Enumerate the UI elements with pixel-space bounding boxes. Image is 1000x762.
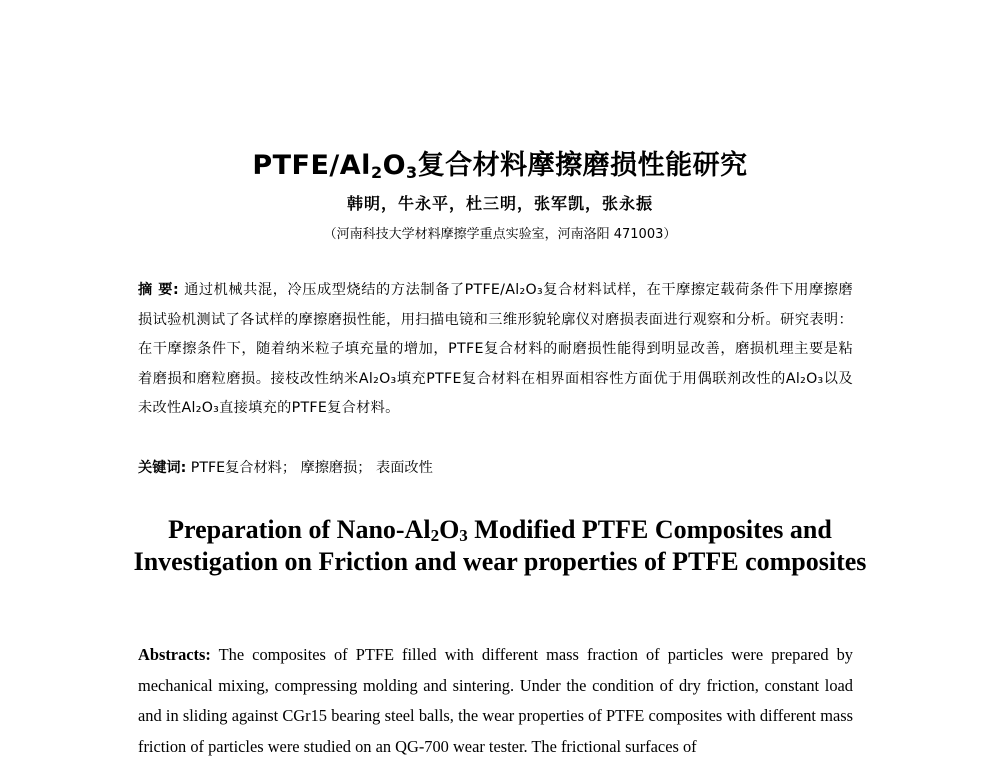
english-title: [100, 514, 900, 578]
english-abstract: [138, 640, 853, 762]
en-title-pre: Preparation of Nano-Al: [168, 515, 431, 544]
cn-title-sub-3: 3: [406, 163, 418, 182]
cn-keywords-text: PTFE复合材料； 摩擦磨损； 表面改性: [186, 460, 433, 476]
chinese-keywords: [138, 456, 853, 480]
cn-title-prefix: PTFE/Al: [252, 150, 371, 181]
en-title-sub-2: 2: [430, 526, 440, 545]
cn-keywords-label: 关键词:: [138, 460, 187, 476]
chinese-abstract: [138, 276, 853, 424]
en-title-post: Modified PTFE Composites and Investigation on Friction and wear properties of PTFE composites: [133, 515, 867, 576]
cn-title-rest: 复合材料摩擦磨损性能研究: [417, 150, 748, 181]
cn-abstract-label: 摘 要:: [138, 282, 180, 298]
cn-title-mid: O: [382, 150, 407, 181]
cn-abstract-text: 通过机械共混，冷压成型烧结的方法制备了PTFE/Al₂O₃复合材料试样，在干摩擦定载荷条件下用摩擦磨损试验机测试了各试样的摩擦磨损性能，用扫描电镜和三维形貌轮廓仪对磨损表面进行观察和分析。研究表明：在干摩擦条件下，随着纳米粒子填充量的增加，PTFE复合材料的耐磨损性能得到明显改善，磨损机理主要是粘着磨损和磨粒磨损。接枝改性纳米Al₂O₃填充PTFE复合材料在相界面相容性方面优于用偶联剂改性的Al₂O₃以及未改性Al₂O₃直接填充的PTFE复合材料。: [138, 282, 853, 416]
en-abstract-label: Abstracts:: [138, 645, 211, 664]
chinese-title: [0, 143, 1000, 182]
cn-title-sub-2: 2: [370, 163, 383, 182]
en-title-mid: O: [439, 515, 460, 544]
en-abstract-text: The composites of PTFE filled with different mass fraction of particles were prepared by mechanical mixing, compressing molding and sintering. Under the condition of dry friction, constant load and in sliding against CGr15 bearing steel balls, the wear properties of PTFE composites with different mass friction of particles were studied on an QG-700 wear tester. The frictional surfaces of: [138, 645, 853, 756]
en-title-sub-3: 3: [459, 526, 468, 545]
chinese-affiliation: （河南科技大学材料摩擦学重点实验室，河南洛阳 471003）: [323, 227, 677, 242]
chinese-authors: 韩明，牛永平，杜三明，张军凯，张永振: [346, 194, 653, 213]
